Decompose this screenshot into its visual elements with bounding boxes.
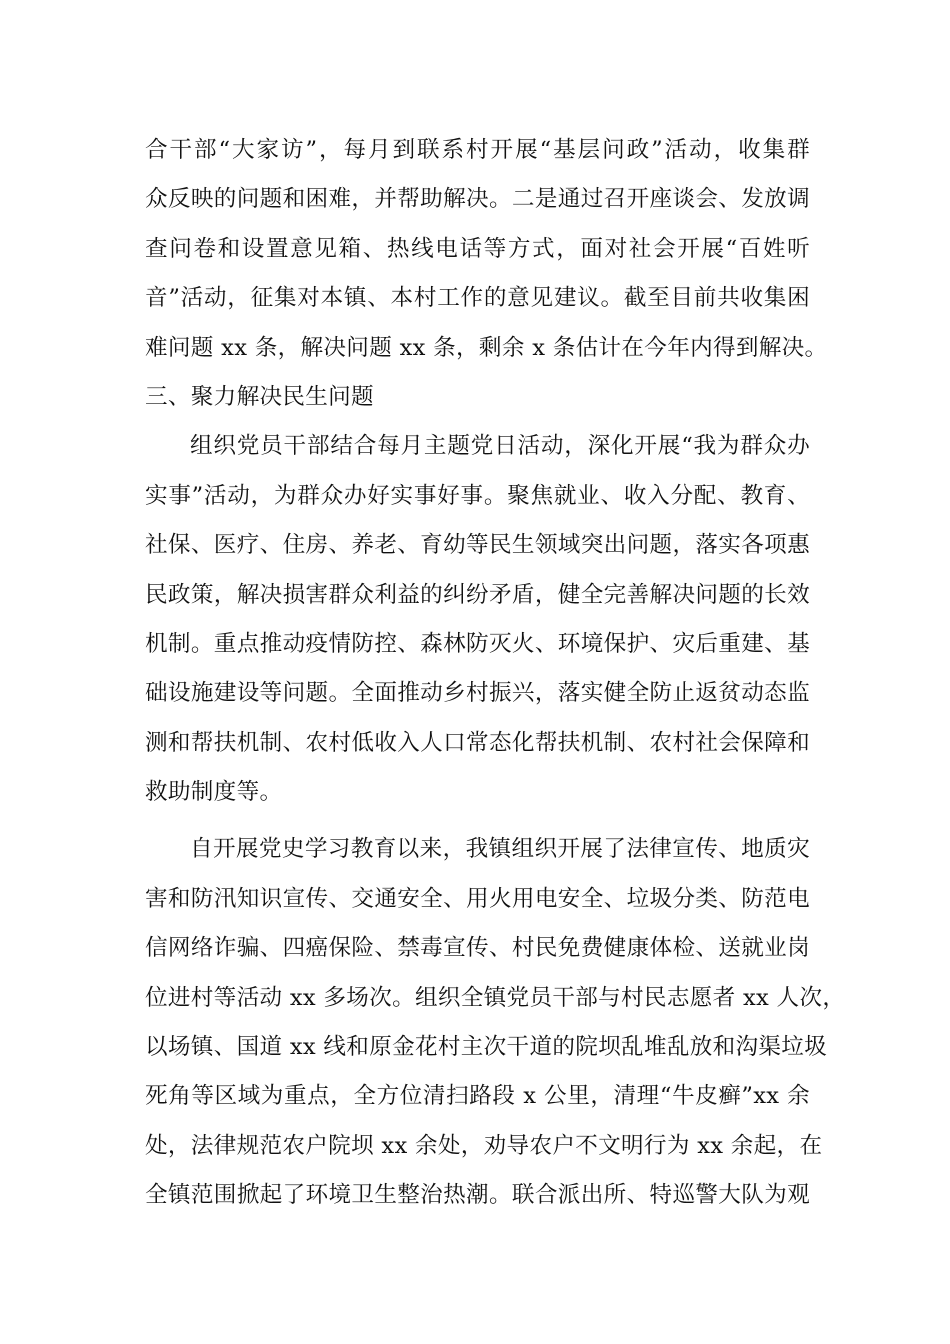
paragraph-1-line-2: 众反映的问题和困难，并帮助解决。二是通过召开座谈会、发放调 [145, 186, 810, 213]
paragraph-1-line-3: 查问卷和设置意见箱、热线电话等方式，面对社会开展“百姓听 [145, 235, 810, 262]
paragraph-3-line-4: 位进村等活动 xx 多场次。组织全镇党员干部与村民志愿者 xx 人次， [145, 984, 846, 1011]
paragraph-2-line-5: 机制。重点推动疫情防控、森林防灭火、环境保护、灾后重建、基 [145, 630, 810, 657]
paragraph-1-line-5: 难问题 xx 条，解决问题 xx 条，剩余 x 条估计在今年内得到解决。 [145, 334, 828, 361]
paragraph-2-line-1: 组织党员干部结合每月主题党日活动，深化开展“我为群众办 [190, 433, 810, 460]
paragraph-2-line-7: 测和帮扶机制、农村低收入人口常态化帮扶机制、农村社会保障和 [145, 729, 810, 756]
paragraph-3-line-2: 害和防汛知识宣传、交通安全、用火用电安全、垃圾分类、防范电 [145, 885, 810, 912]
paragraph-gap [145, 817, 810, 825]
paragraph-3-line-8: 全镇范围掀起了环境卫生整治热潮。联合派出所、特巡警大队为观 [145, 1182, 810, 1209]
paragraph-2-line-6: 础设施建设等问题。全面推动乡村振兴，落实健全防止返贫动态监 [145, 680, 810, 707]
paragraph-3-line-7: 处，法律规范农户院坝 xx 余处，劝导农户不文明行为 xx 余起，在 [145, 1132, 823, 1159]
paragraph-1-line-1: 合干部“大家访”，每月到联系村开展“基层问政”活动，收集群 [145, 137, 810, 163]
paragraph-2-line-4: 民政策，解决损害群众利益的纠纷矛盾，健全完善解决问题的长效 [145, 581, 810, 608]
paragraph-2-line-2: 实事”活动，为群众办好实事好事。聚焦就业、收入分配、教育、 [145, 482, 810, 509]
document-body [145, 126, 846, 1221]
paragraph-2-line-8: 救助制度等。 [145, 779, 283, 806]
paragraph-1-line-4: 音”活动，征集对本镇、本村工作的意见建议。截至目前共收集困 [145, 285, 810, 312]
paragraph-3-line-1: 自开展党史学习教育以来，我镇组织开展了法律宣传、地质灾 [190, 836, 810, 863]
paragraph-3-line-3: 信网络诈骗、四癌保险、禁毒宣传、村民免费健康体检、送就业岗 [145, 935, 810, 962]
paragraph-2-line-3: 社保、医疗、住房、养老、育幼等民生领域突出问题，落实各项惠 [145, 532, 810, 559]
paragraph-3-line-6: 死角等区域为重点，全方位清扫路段 x 公里，清理“牛皮癣”xx 余 [145, 1083, 810, 1110]
section-heading: 三、聚力解决民生问题 [145, 383, 374, 410]
paragraph-3-line-5: 以场镇、国道 xx 线和原金花村主次干道的院坝乱堆乱放和沟渠垃圾 [145, 1034, 828, 1061]
